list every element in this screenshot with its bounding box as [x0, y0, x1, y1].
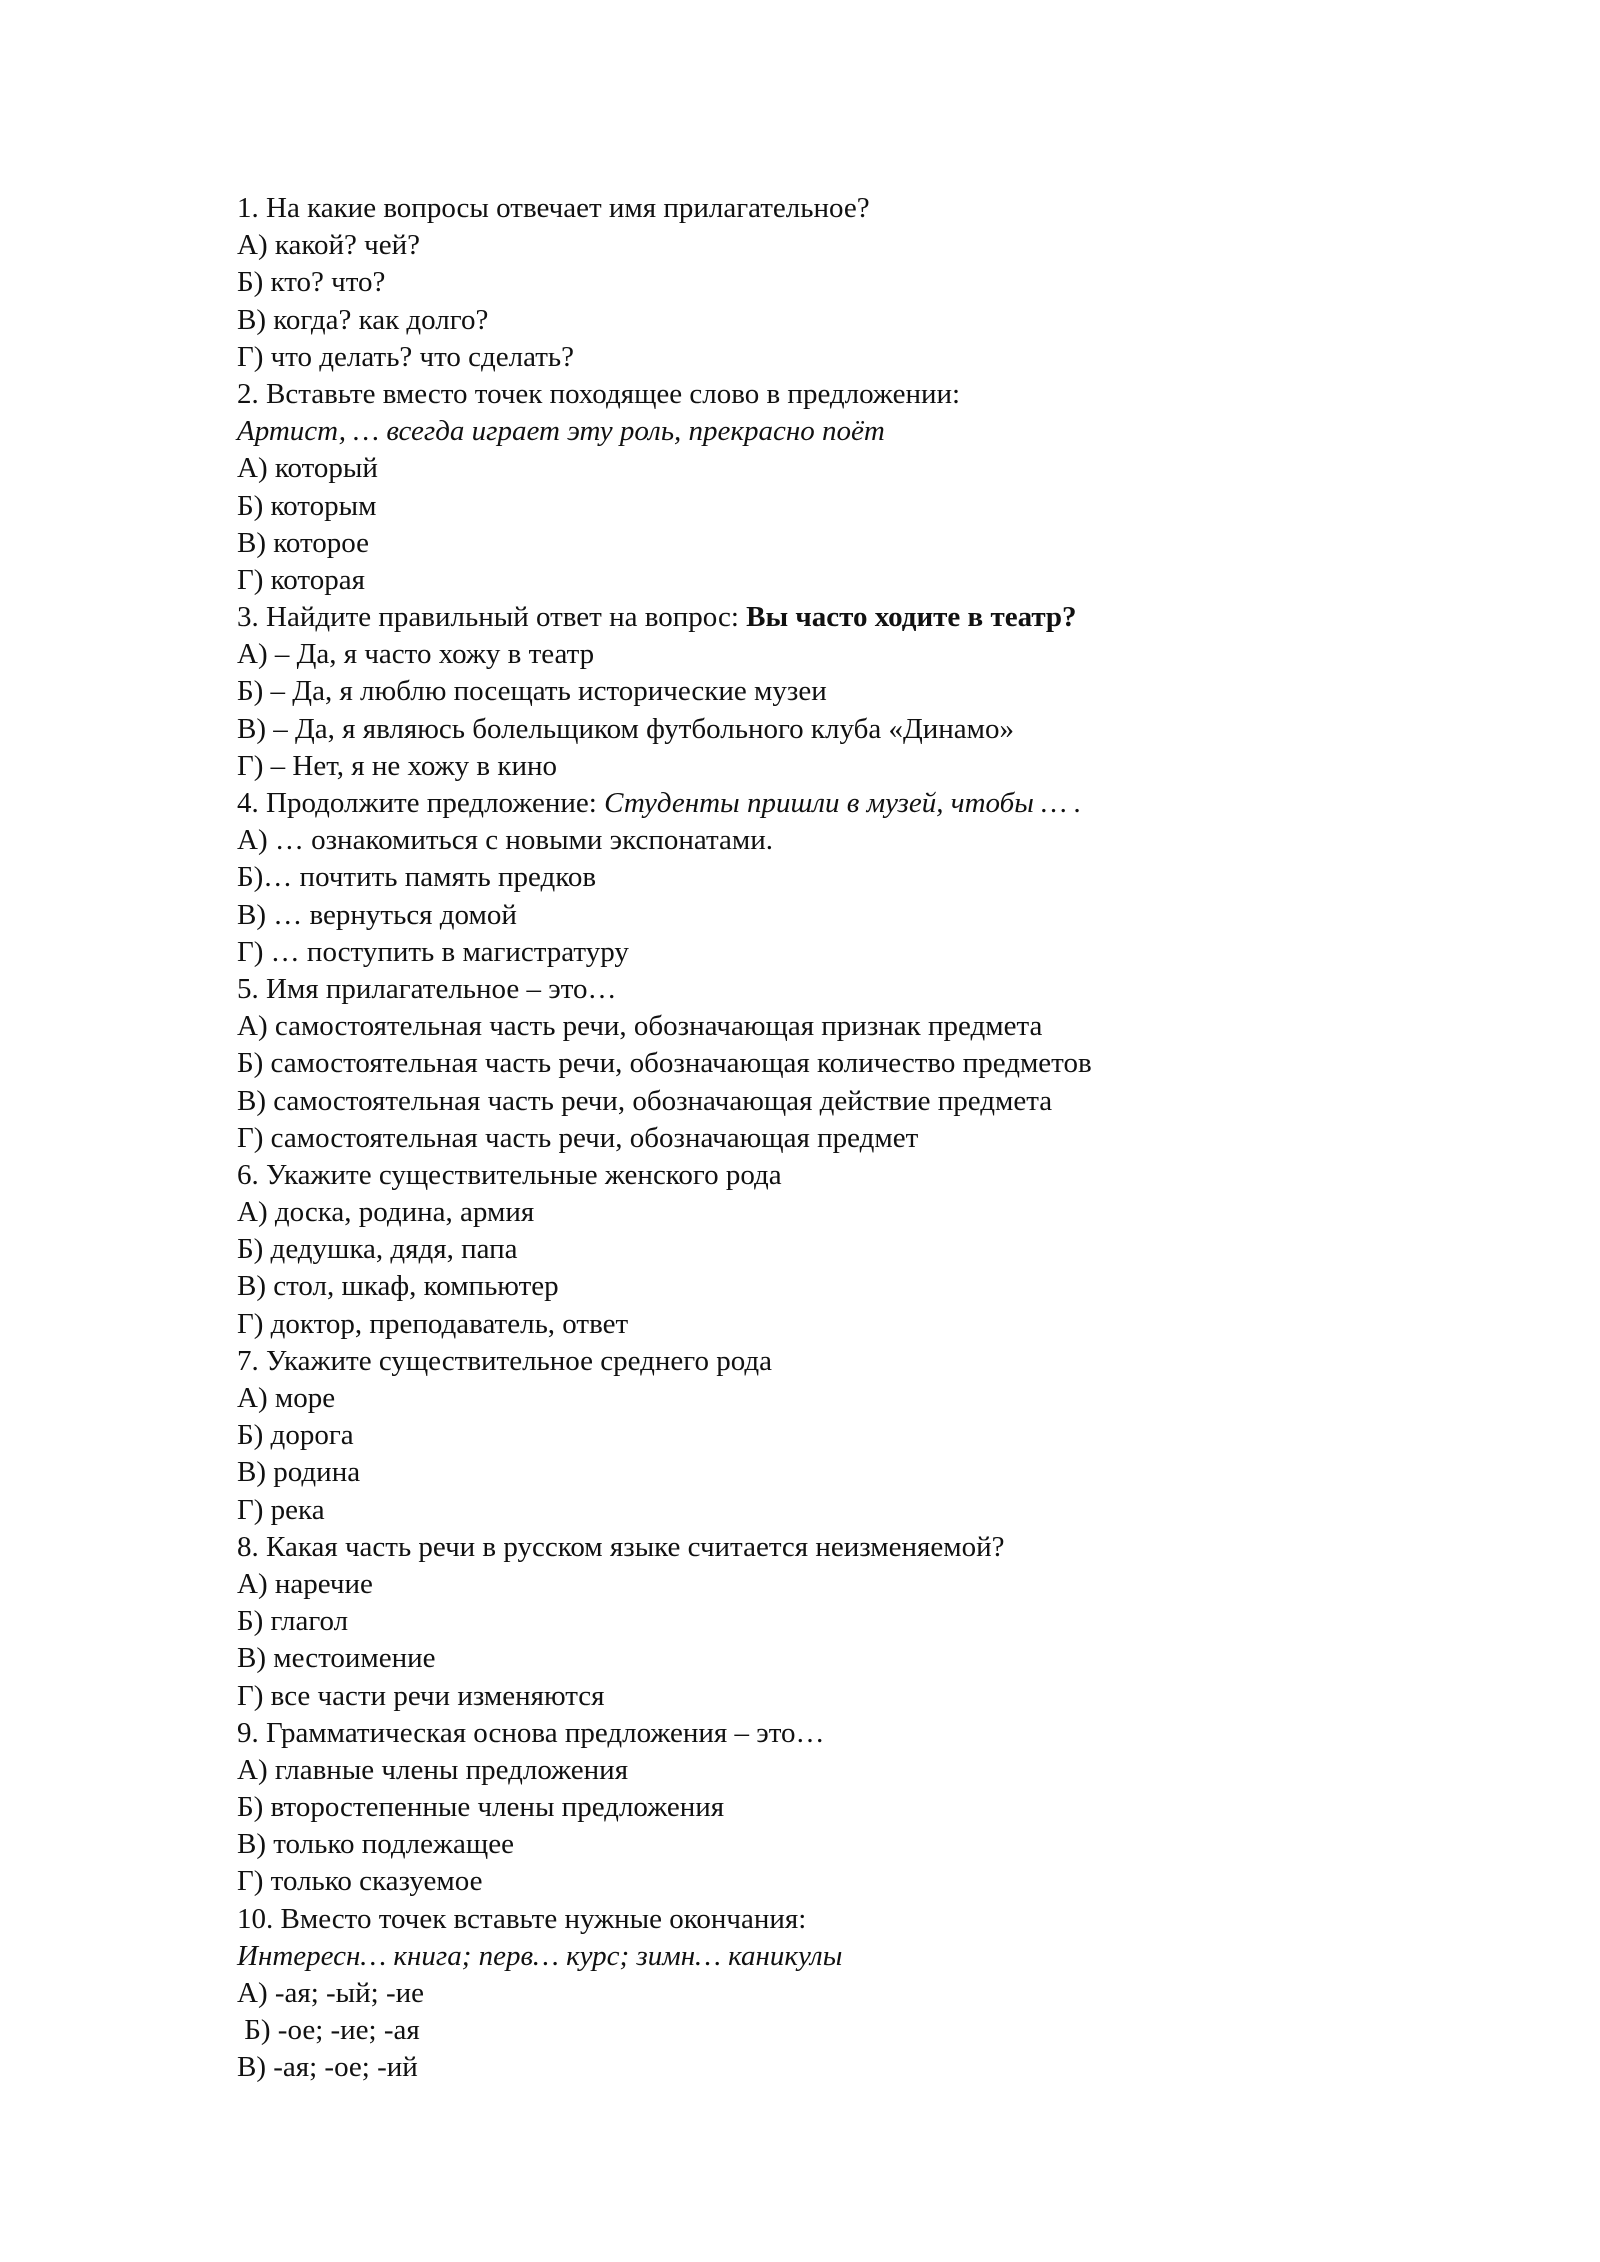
answer-option: В) стол, шкаф, компьютер	[237, 1270, 559, 1303]
answer-option: Г) что делать? что сделать?	[237, 340, 575, 373]
answer-option: В) – Да, я являюсь болельщиком футбольного клуба «Динамо»	[237, 712, 1014, 745]
answer-option: Б)… почтить память предков	[237, 861, 597, 894]
question-block-8	[237, 1529, 1387, 1715]
answer-option: А) … ознакомиться с новыми экспонатами.	[237, 824, 774, 857]
answer-option: А) который	[237, 452, 378, 485]
question-text: 8. Какая часть речи в русском языке считается неизменяемой?	[237, 1530, 1005, 1563]
example-sentence: Интересн… книга; перв… курс; зимн… каникулы	[237, 1939, 843, 1972]
question-text: 5. Имя прилагательное – это…	[237, 972, 617, 1005]
question-text: 7. Укажите существительное среднего рода	[237, 1344, 772, 1377]
answer-option: В) только подлежащее	[237, 1828, 514, 1861]
answer-option: Б) кто? что?	[237, 266, 386, 299]
answer-option: Г) … поступить в магистратуру	[237, 935, 629, 968]
answer-option: В) местоимение	[237, 1642, 436, 1675]
question-block-2	[237, 376, 1387, 599]
question-text: 9. Грамматическая основа предложения – это…	[237, 1716, 825, 1749]
question-text: 6. Укажите существительные женского рода	[237, 1158, 782, 1191]
question-block-4	[237, 785, 1387, 971]
answer-option: В) самостоятельная часть речи, обозначающая действие предмета	[237, 1084, 1053, 1117]
question-block-3	[237, 599, 1387, 785]
example-sentence: Артист, … всегда играет эту роль, прекрасно поёт	[237, 415, 885, 448]
quiz-content	[237, 190, 1387, 2087]
answer-option: Б) которым	[237, 489, 377, 522]
question-text: 2. Вставьте вместо точек походящее слово в предложении:	[237, 377, 961, 410]
question-bold-text: Вы часто ходите в театр?	[746, 601, 1077, 634]
answer-option: А) какой? чей?	[237, 229, 420, 262]
question-line	[237, 785, 1387, 822]
question-block-10	[237, 1901, 1387, 2087]
question-text: 1. На какие вопросы отвечает имя прилагательное?	[237, 192, 870, 224]
question-line	[237, 599, 1387, 636]
answer-option: Г) доктор, преподаватель, ответ	[237, 1307, 629, 1340]
answer-option: Б) самостоятельная часть речи, обозначающая количество предметов	[237, 1047, 1092, 1080]
answer-option: Г) которая	[237, 563, 365, 596]
answer-option: В) родина	[237, 1456, 361, 1489]
answer-option: Б) дедушка, дядя, папа	[237, 1233, 518, 1266]
answer-option: В) когда? как долго?	[237, 303, 489, 336]
question-block-1	[237, 190, 1387, 376]
question-italic-text: Студенты пришли в музей, чтобы … .	[604, 787, 1082, 819]
answer-option: А) главные члены предложения	[237, 1753, 629, 1786]
question-text: 4. Продолжите предложение:	[237, 787, 605, 819]
answer-option: А) -ая; -ый; -ие	[237, 1977, 425, 2009]
answer-option: Г) река	[237, 1493, 325, 1526]
answer-option: А) море	[237, 1382, 336, 1414]
answer-option: В) которое	[237, 526, 370, 559]
answer-option: Б) глагол	[237, 1605, 349, 1638]
answer-option: Г) только сказуемое	[237, 1865, 483, 1898]
answer-option: Б) второстепенные члены предложения	[237, 1791, 725, 1824]
question-text: 3. Найдите правильный ответ на вопрос:	[237, 601, 747, 634]
question-block-9	[237, 1715, 1387, 1901]
question-block-6	[237, 1157, 1387, 1343]
question-text: 10. Вместо точек вставьте нужные окончания:	[237, 1902, 807, 1935]
answer-option: А) – Да, я часто хожу в театр	[237, 638, 595, 671]
answer-option: А) самостоятельная часть речи, обозначающая признак предмета	[237, 1010, 1043, 1043]
question-block-7	[237, 1343, 1387, 1529]
answer-option: Б) дорога	[237, 1419, 354, 1452]
answer-option: Б) – Да, я люблю посещать исторические музеи	[237, 675, 827, 708]
answer-option: В) -ая; -ое; -ий	[237, 2051, 418, 2084]
answer-option: Г) самостоятельная часть речи, обозначающая предмет	[237, 1121, 919, 1154]
answer-option: В) … вернуться домой	[237, 898, 517, 931]
question-block-5	[237, 971, 1387, 1157]
answer-option: Г) все части речи изменяются	[237, 1679, 605, 1712]
answer-option: А) наречие	[237, 1567, 373, 1600]
answer-option: Б) -ое; -ие; -ая	[237, 2014, 420, 2047]
answer-option: А) доска, родина, армия	[237, 1196, 535, 1229]
answer-option: Г) – Нет, я не хожу в кино	[237, 749, 557, 782]
